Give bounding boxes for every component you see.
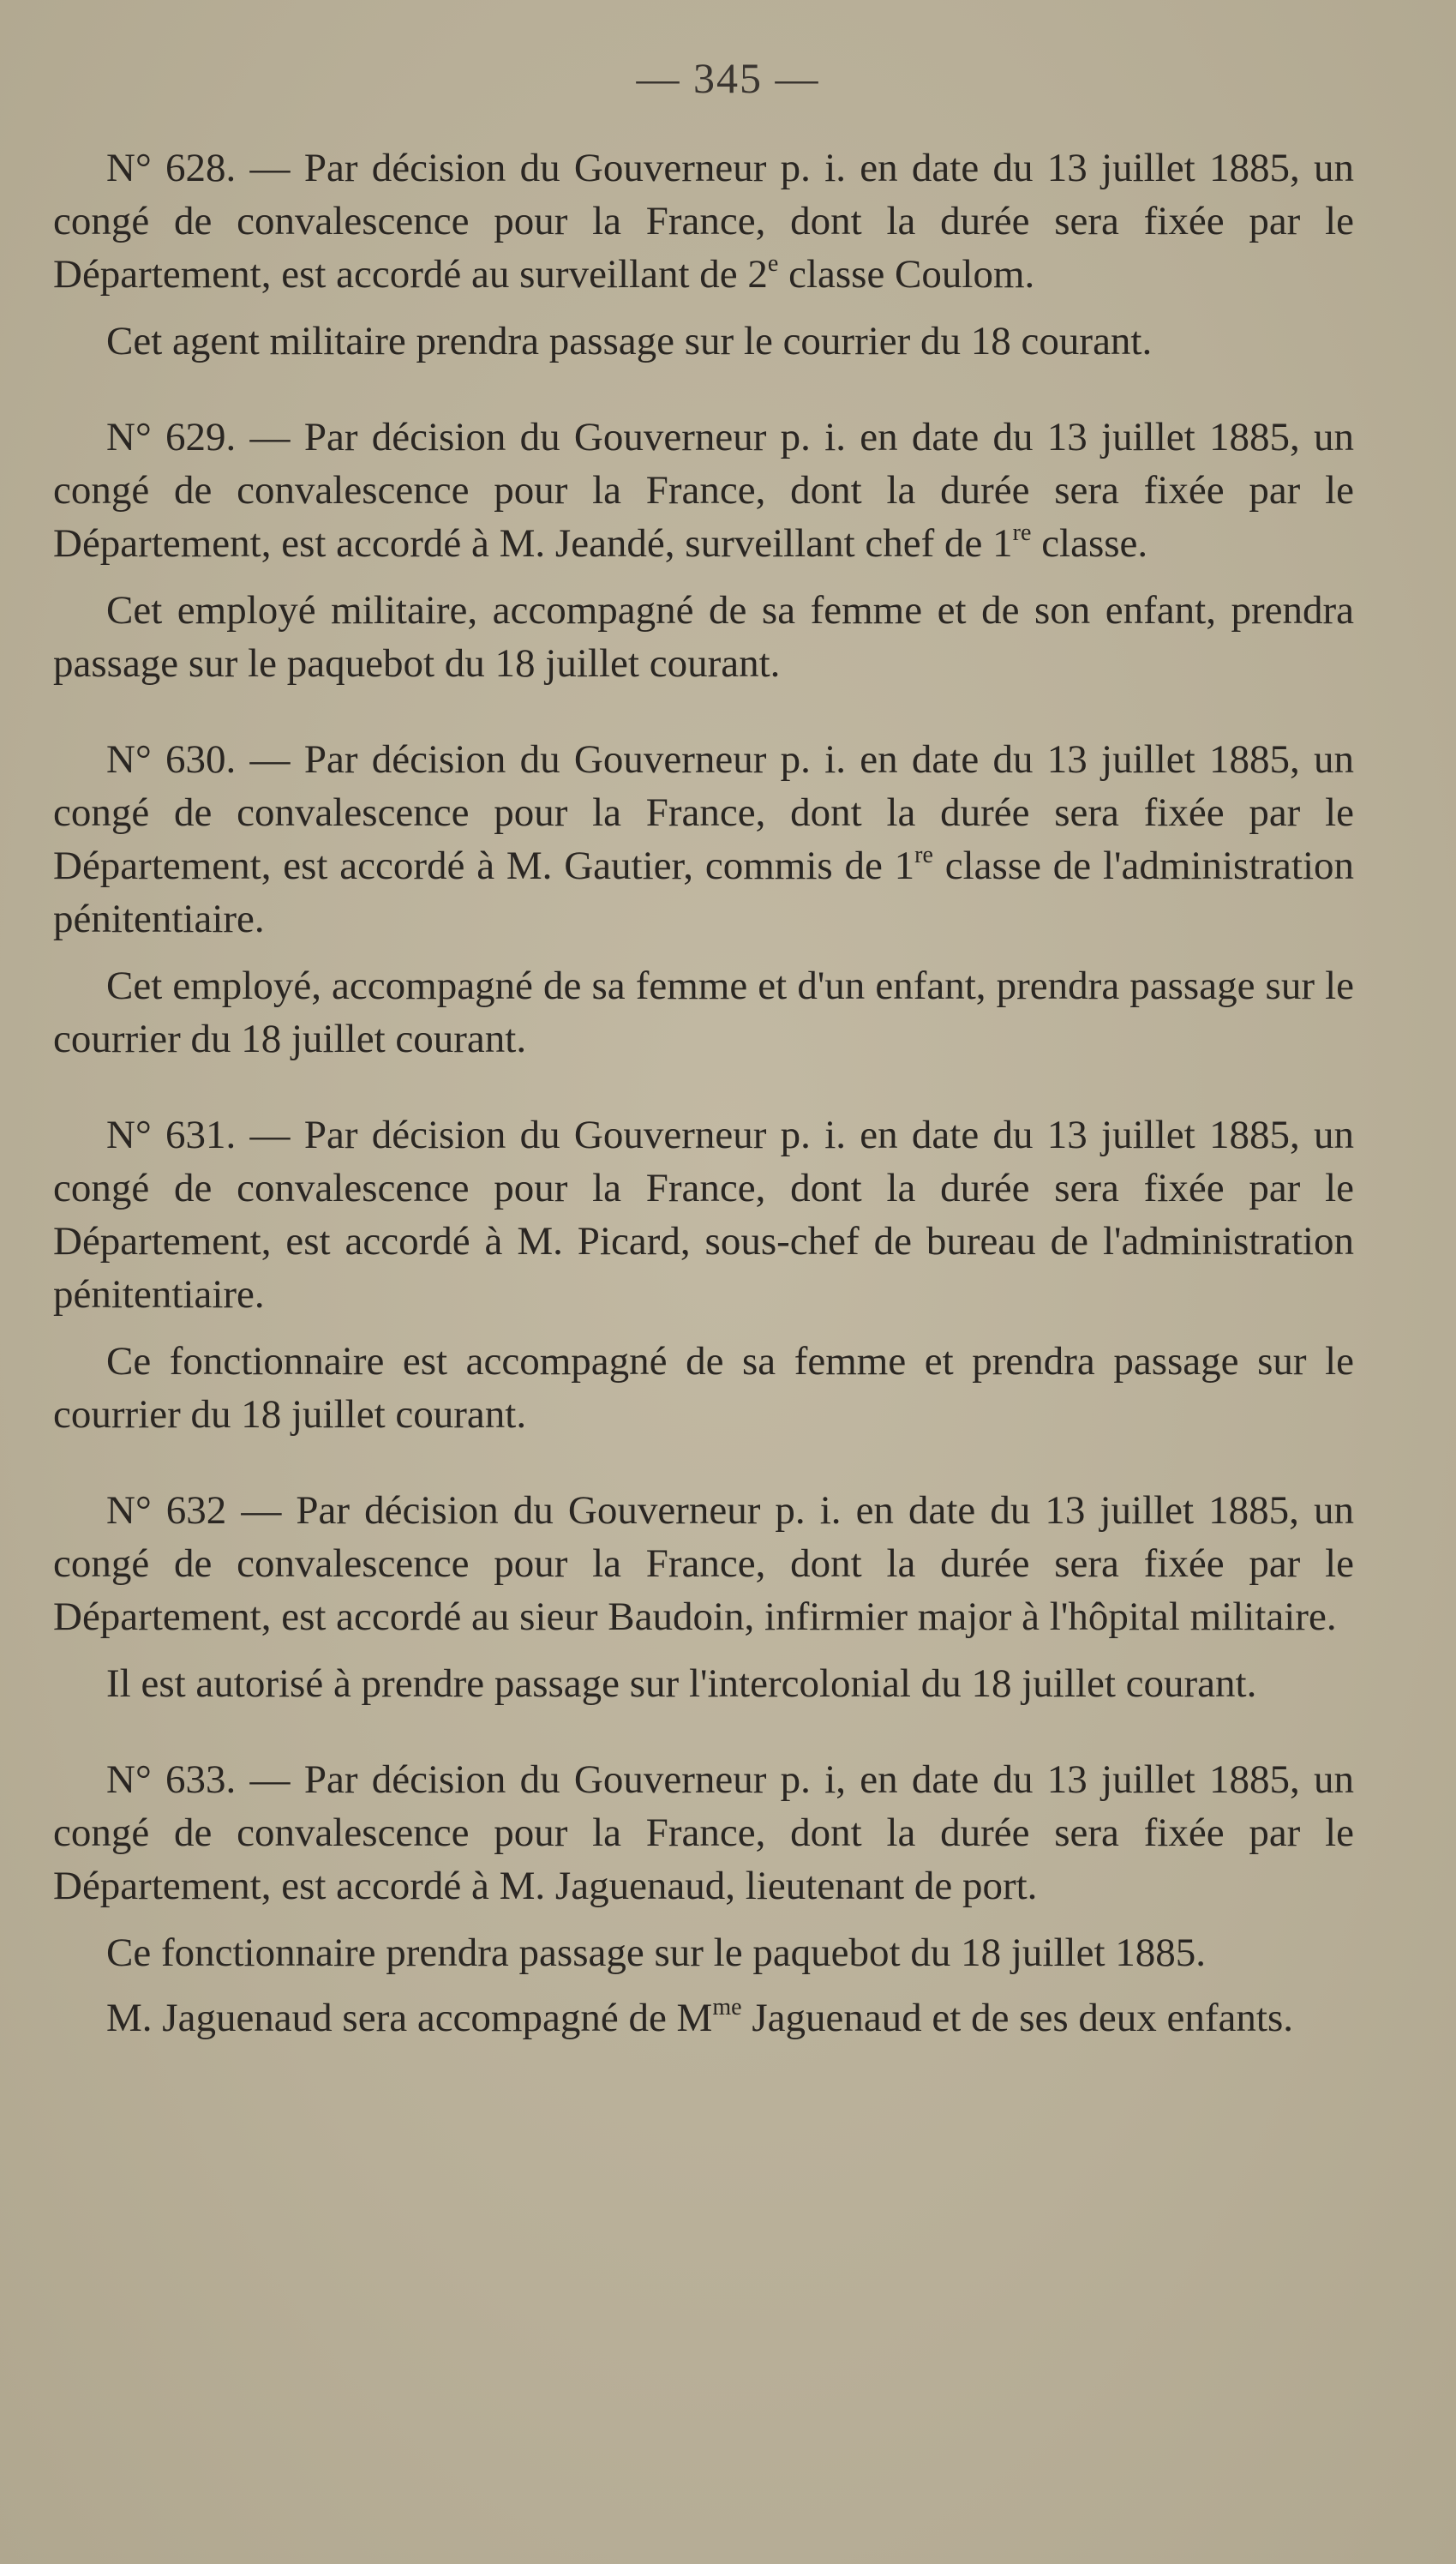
decision-number: N° 631. [106, 1113, 237, 1157]
decision-text: — Par décision du Gouverneur p. i. en date du 13 juillet 1885, un congé de convalescence pour la France, dont la durée sera fixée par le Département, est accordé au surveillant de 2 [53, 146, 1354, 297]
decision-number: N° 628. [106, 146, 237, 190]
companion-text: M. Jaguenaud sera accompagné de M [106, 1996, 713, 2040]
decision-paragraph [53, 1484, 1354, 1643]
document-body [53, 141, 1354, 2087]
title-superscript: me [712, 1994, 742, 2021]
decision-number: N° 629. [106, 415, 237, 459]
decision-text: — Par décision du Gouverneur p. i. en date du 13 juillet 1885, un congé de convalescence pour la France, dont la durée sera fixée par le Département, est accordé à M. Picard, sous-chef de bureau de l'administration pénitentiaire. [53, 1113, 1354, 1317]
ordinal-superscript: re [1012, 519, 1032, 547]
decision-text: — Par décision du Gouverneur p. i, en date du 13 juillet 1885, un congé de convalescence pour la France, dont la durée sera fixée par le Département, est accordé à M. Jaguenaud, lieutenant de port. [53, 1757, 1354, 1908]
ordinal-superscript: re [914, 842, 933, 869]
travel-note: Cet employé, accompagné de sa femme et d'un enfant, prendra passage sur le courrier du 18 juillet courant. [53, 964, 1354, 1061]
decision-entry-632 [53, 1484, 1354, 1710]
decision-paragraph [53, 141, 1354, 301]
decision-text-tail: classe Coulom. [778, 252, 1035, 297]
decision-paragraph [53, 1108, 1354, 1321]
decision-entry-628 [53, 141, 1354, 368]
companion-note [53, 1991, 1354, 2045]
decision-text-tail: classe de l'administration pénitentiaire. [53, 844, 1355, 941]
ordinal-superscript: e [767, 250, 779, 278]
decision-number: N° 632 [106, 1488, 227, 1533]
travel-note: Cet agent militaire prendra passage sur le courrier du 18 courant. [106, 319, 1153, 363]
decision-entry-631 [53, 1108, 1354, 1441]
decision-paragraph [53, 411, 1354, 570]
companion-text-tail: Jaguenaud et de ses deux enfants. [741, 1996, 1293, 2040]
decision-entry-630 [53, 733, 1354, 1066]
decision-paragraph [53, 733, 1354, 946]
decision-number: N° 630. [106, 737, 237, 782]
decision-paragraph [53, 1753, 1354, 1912]
decision-text: — Par décision du Gouverneur p. i. en date du 13 juillet 1885, un congé de convalescence pour la France, dont la durée sera fixée par le Département, est accordé au sieur Baudoin, infirmier major à l'hôpital militaire. [53, 1488, 1354, 1639]
travel-note: Ce fonctionnaire est accompagné de sa femme et prendra passage sur le courrier du 18 juillet courant. [53, 1339, 1354, 1437]
travel-note: Il est autorisé à prendre passage sur l'intercolonial du 18 juillet courant. [106, 1661, 1257, 1706]
travel-note: Cet employé militaire, accompagné de sa femme et de son enfant, prendra passage sur le paquebot du 18 juillet courant. [53, 588, 1354, 686]
decision-text: — Par décision du Gouverneur p. i. en date du 13 juillet 1885, un congé de convalescence pour la France, dont la durée sera fixée par le Département, est accordé à M. Jeandé, surveillant chef de 1 [53, 415, 1354, 566]
decision-entry-629 [53, 411, 1354, 690]
decision-text: — Par décision du Gouverneur p. i. en date du 13 juillet 1885, un congé de convalescence pour la France, dont la durée sera fixée par le Département, est accordé à M. Gautier, commis de 1 [53, 737, 1354, 888]
decision-entry-633 [53, 1753, 1354, 2045]
travel-note: Ce fonctionnaire prendra passage sur le paquebot du 18 juillet 1885. [106, 1931, 1206, 1975]
decision-number: N° 633. [106, 1757, 237, 1802]
decision-text-tail: classe. [1031, 521, 1148, 566]
page-number: — 345 — [636, 54, 820, 102]
